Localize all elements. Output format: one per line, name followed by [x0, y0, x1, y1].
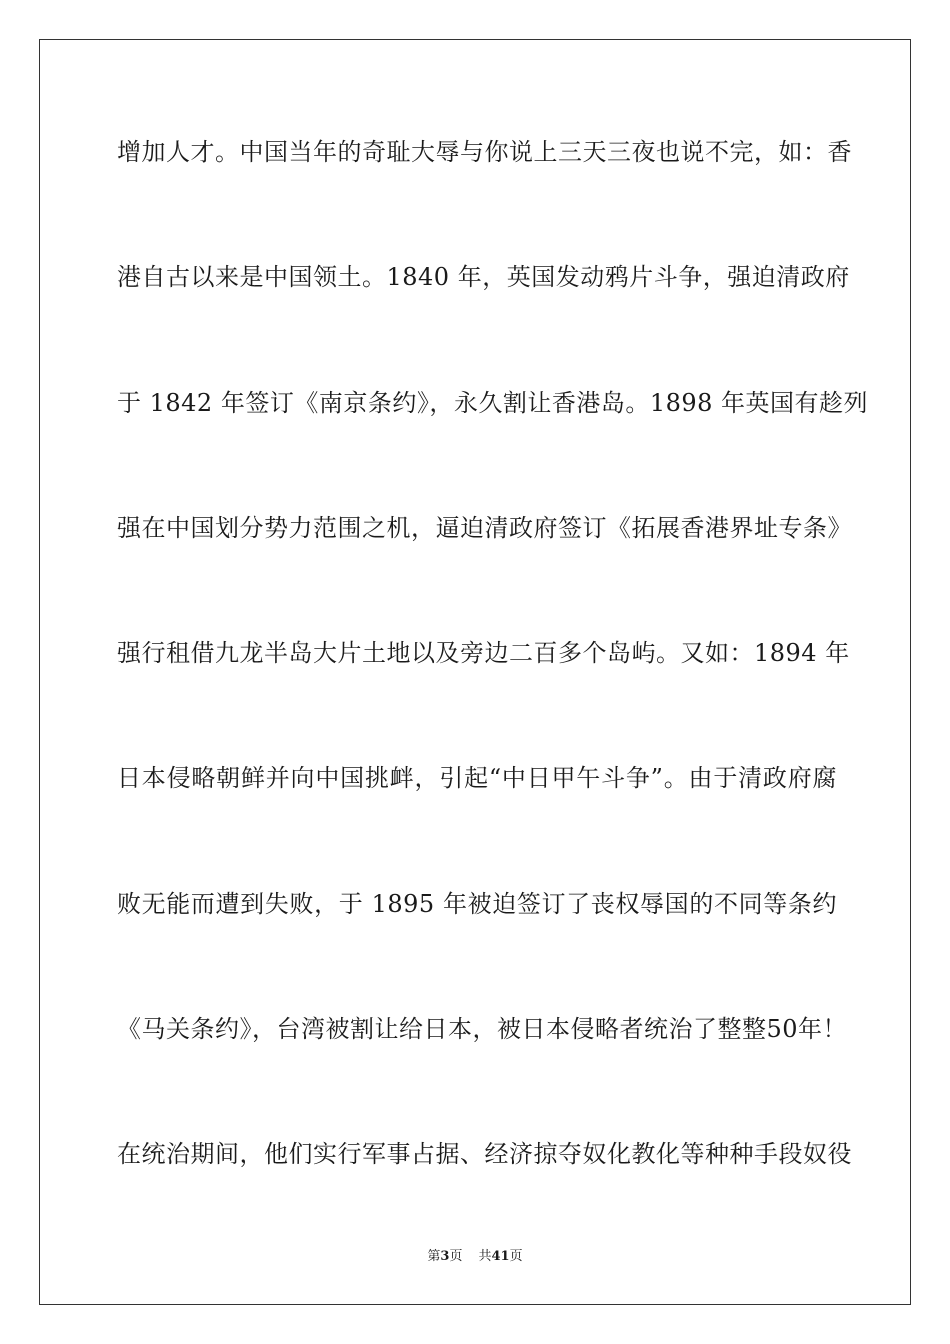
text-line: 强行租借九龙半岛大片土地以及旁边二百多个岛屿。又如：1894 年 — [117, 639, 850, 668]
total-pages-label — [478, 1249, 522, 1264]
page-number: 3 — [440, 1249, 450, 1264]
text-line: 强在中国划分势力范围之机，逼迫清政府签订《拓展香港界址专条》 — [117, 513, 852, 542]
document-body — [117, 128, 869, 1256]
text-line: 《马关条约》，台湾被割让给日本，被日本侵略者统治了整整50年！ — [117, 1015, 848, 1044]
total-pages: 41 — [491, 1249, 510, 1264]
page-suffix: 页 — [449, 1249, 463, 1264]
text-line: 败无能而遭到失败，于 1895 年被迫签订了丧权辱国的不同等条约 — [117, 889, 837, 918]
page-footer — [0, 1248, 950, 1266]
text-line: 港自古以来是中国领土。1840 年，英国发动鸦片斗争，强迫清政府 — [117, 263, 850, 292]
total-suffix: 页 — [509, 1249, 523, 1264]
text-line: 在统治期间，他们实行军事占据、经济掠夺奴化教化等种种手段奴役 — [117, 1140, 852, 1169]
page-number-label — [427, 1249, 462, 1264]
text-line: 于 1842 年签订《南京条约》，永久割让香港岛。1898 年英国有趁列 — [117, 388, 869, 417]
text-line: 日本侵略朝鲜并向中国挑衅，引起“中日甲午斗争”。由于清政府腐 — [117, 764, 837, 793]
page-prefix: 第 — [427, 1249, 441, 1264]
total-prefix: 共 — [478, 1249, 492, 1264]
text-line: 增加人才。中国当年的奇耻大辱与你说上三天三夜也说不完，如：香 — [117, 138, 852, 166]
